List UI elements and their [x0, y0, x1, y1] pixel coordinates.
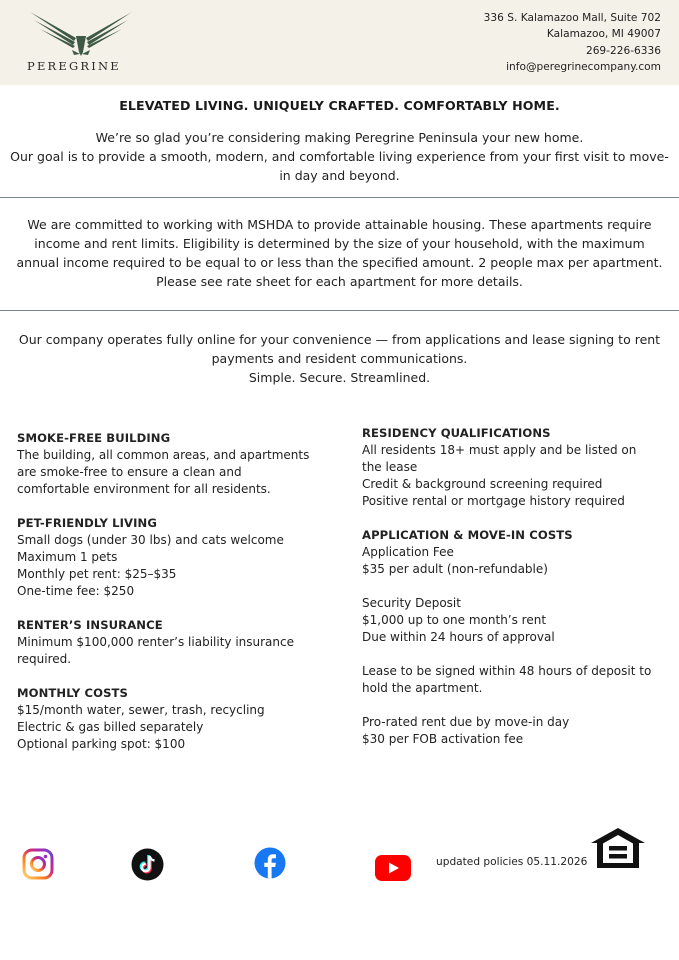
residency-qualifications-section [362, 425, 652, 510]
section-text: Security Deposit [362, 596, 461, 610]
renters-insurance-section [17, 617, 317, 668]
online-paragraph [10, 330, 669, 387]
section-text: Lease to be signed within 48 hours of deposit to hold the apartment. [362, 664, 652, 695]
section-title: RESIDENCY QUALIFICATIONS [362, 426, 551, 440]
section-text: Credit & background screening required [362, 477, 603, 491]
mshda-paragraph: We are committed to working with MSHDA to provide attainable housing. These apartments require income and rent limits. Eligibility is determined by the size of your household, with the maximum annual income required to be equal to or less than the specified amount. 2 people max per apartment. Please see rate sheet for each apartment for more details. [16, 217, 663, 289]
section-text: All residents 18+ must apply and be listed on the lease [362, 443, 637, 474]
spacer [362, 697, 652, 714]
email-address[interactable]: info@peregrinecompany.com [506, 60, 661, 73]
online-tagline: Simple. Secure. Streamlined. [248, 370, 431, 385]
section-text: Application Fee [362, 545, 454, 559]
section-text: One-time fee: $250 [17, 584, 135, 598]
header-band [0, 0, 679, 85]
tiktok-icon[interactable] [131, 848, 164, 881]
address-city: Kalamazoo, MI 49007 [546, 28, 661, 41]
monthly-costs-section [17, 685, 317, 753]
section-title: PET-FRIENDLY LIVING [17, 516, 157, 530]
divider [0, 197, 679, 198]
section-text: Due within 24 hours of approval [362, 630, 555, 644]
section-title: SMOKE-FREE BUILDING [17, 431, 171, 445]
section-text: $1,000 up to one month’s rent [362, 613, 547, 627]
spacer [362, 578, 652, 595]
divider [0, 310, 679, 311]
policy-column-right [362, 425, 652, 765]
instagram-icon[interactable] [22, 848, 54, 880]
contact-block [484, 10, 661, 75]
section-text: Monthly pet rent: $25–$35 [17, 567, 177, 581]
logo-wordmark: PEREGRINE [27, 59, 121, 73]
section-text: Minimum $100,000 renter’s liability insurance required. [17, 635, 294, 666]
peregrine-bird-icon [28, 10, 134, 56]
section-text: Pro-rated rent due by move-in day [362, 715, 570, 729]
section-text: Optional parking spot: $100 [17, 737, 186, 751]
equal-housing-icon [589, 826, 647, 870]
section-text: Maximum 1 pets [17, 550, 118, 564]
section-text: $30 per FOB activation fee [362, 732, 524, 746]
section-title: APPLICATION & MOVE-IN COSTS [362, 528, 573, 542]
intro-paragraph [10, 128, 669, 185]
move-in-costs-section [362, 527, 652, 748]
updated-policies-note: updated policies 05.11.2026 [436, 856, 588, 868]
intro-line-1: We’re so glad you’re considering making Peregrine Peninsula your new home. [95, 130, 584, 145]
intro-line-2: Our goal is to provide a smooth, modern, and comfortable living experience from your first visit to move-in day and beyond. [10, 149, 669, 183]
section-text: $35 per adult (non-refundable) [362, 562, 548, 576]
online-line-1: Our company operates fully online for your convenience — from applications and lease signing to rent payments and resident communications. [18, 332, 661, 366]
youtube-icon[interactable] [375, 855, 411, 881]
section-title: MONTHLY COSTS [17, 686, 128, 700]
page-headline: ELEVATED LIVING. UNIQUELY CRAFTED. COMFORTABLY HOME. [119, 98, 560, 113]
pet-friendly-section [17, 515, 317, 600]
phone-number[interactable]: 269-226-6336 [585, 44, 661, 57]
section-text: $15/month water, sewer, trash, recycling [17, 703, 265, 717]
section-text: Positive rental or mortgage history required [362, 494, 625, 508]
policy-column-left [17, 430, 317, 770]
section-title: RENTER’S INSURANCE [17, 618, 163, 632]
section-text: The building, all common areas, and apartments are smoke-free to ensure a clean and comfortable environment for all residents. [17, 448, 310, 496]
section-text: Small dogs (under 30 lbs) and cats welcome [17, 533, 284, 547]
address-street: 336 S. Kalamazoo Mall, Suite 702 [483, 12, 661, 24]
facebook-icon[interactable] [254, 847, 286, 879]
spacer [362, 646, 652, 663]
peregrine-logo [26, 8, 136, 74]
smoke-free-section [17, 430, 317, 498]
section-text: Electric & gas billed separately [17, 720, 204, 734]
